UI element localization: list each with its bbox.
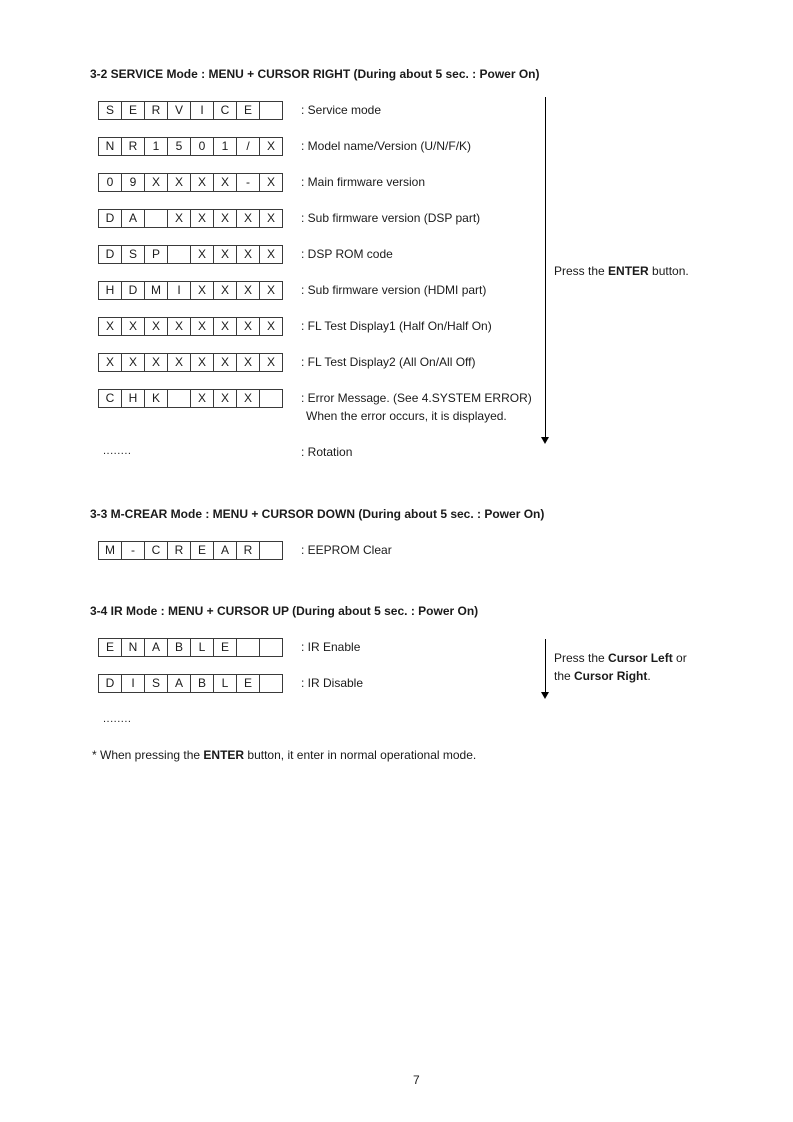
display-cell: X: [167, 209, 191, 228]
display-cell: X: [213, 389, 237, 408]
display-row-label: : FL Test Display1 (Half On/Half On): [301, 319, 492, 333]
display-row-label: : Error Message. (See 4.SYSTEM ERROR): [301, 391, 532, 405]
display-cell: E: [213, 638, 237, 657]
display-cell: X: [259, 281, 283, 300]
display-cell: X: [190, 317, 214, 336]
service-flow-arrow-icon: [541, 437, 549, 444]
display-cell: X: [259, 209, 283, 228]
display-cell: X: [259, 317, 283, 336]
ir-flow-line: [545, 639, 546, 692]
display-row-label: : IR Disable: [301, 676, 364, 690]
display-cell: H: [121, 389, 145, 408]
display-cell: X: [144, 317, 168, 336]
display-cell: X: [121, 353, 145, 372]
display-cell: C: [144, 541, 168, 560]
display-cells: [98, 317, 283, 336]
footnote: * When pressing the ENTER button, it enter in normal operational mode.: [92, 748, 477, 762]
display-cell: X: [190, 173, 214, 192]
display-row-label: : EEPROM Clear: [301, 543, 392, 557]
display-cell: [259, 101, 283, 120]
display-cell: X: [167, 317, 191, 336]
display-cell: X: [190, 353, 214, 372]
display-cell: X: [236, 389, 260, 408]
display-cell: C: [98, 389, 122, 408]
display-cell: X: [190, 389, 214, 408]
display-cell: E: [190, 541, 214, 560]
display-cell: 1: [144, 137, 168, 156]
display-cell: 5: [167, 137, 191, 156]
ir-dots: ........: [103, 713, 132, 725]
display-cell: X: [236, 353, 260, 372]
display-cells: [98, 209, 283, 228]
display-cell: X: [213, 281, 237, 300]
page-number: 7: [413, 1073, 420, 1087]
display-cell: R: [236, 541, 260, 560]
display-cells: [98, 353, 283, 372]
display-cell: X: [213, 245, 237, 264]
display-cell: 9: [121, 173, 145, 192]
display-cell: M: [98, 541, 122, 560]
section-heading-ir: 3-4 IR Mode : MENU + CURSOR UP (During about 5 sec. : Power On): [90, 604, 479, 618]
section-heading-mclear: 3-3 M-CREAR Mode : MENU + CURSOR DOWN (During about 5 sec. : Power On): [90, 507, 545, 521]
display-cell: A: [144, 638, 168, 657]
display-cell: N: [121, 638, 145, 657]
display-cell: X: [98, 317, 122, 336]
display-cell: R: [167, 541, 191, 560]
display-cell: A: [121, 209, 145, 228]
section-heading-service: 3-2 SERVICE Mode : MENU + CURSOR RIGHT (During about 5 sec. : Power On): [90, 67, 540, 81]
display-cell: X: [167, 353, 191, 372]
display-cell: /: [236, 137, 260, 156]
display-cell: X: [121, 317, 145, 336]
display-cells: [98, 674, 283, 693]
display-cell: X: [144, 353, 168, 372]
display-cell: 1: [213, 137, 237, 156]
rotation-label: : Rotation: [301, 445, 353, 459]
display-cell: M: [144, 281, 168, 300]
display-row-label: : Model name/Version (U/N/F/K): [301, 139, 472, 153]
display-cell: E: [236, 674, 260, 693]
display-cell: X: [236, 317, 260, 336]
display-row-label-detail: When the error occurs, it is displayed.: [306, 409, 507, 423]
display-cell: [236, 638, 260, 657]
display-cell: S: [144, 674, 168, 693]
display-cell: X: [213, 209, 237, 228]
display-cell: [259, 638, 283, 657]
display-cell: [167, 245, 191, 264]
display-cells: [98, 541, 283, 560]
display-cell: B: [167, 638, 191, 657]
display-cell: [259, 389, 283, 408]
display-cell: V: [167, 101, 191, 120]
display-cell: X: [236, 245, 260, 264]
display-cell: E: [236, 101, 260, 120]
display-cell: [259, 674, 283, 693]
display-cell: D: [98, 674, 122, 693]
display-cell: X: [213, 173, 237, 192]
display-cells: [98, 137, 283, 156]
display-cell: S: [121, 245, 145, 264]
display-cell: -: [121, 541, 145, 560]
display-cells: [98, 101, 283, 120]
display-cell: R: [144, 101, 168, 120]
display-cell: X: [259, 173, 283, 192]
display-cell: N: [98, 137, 122, 156]
display-row-label: : Sub firmware version (HDMI part): [301, 283, 487, 297]
display-cell: D: [121, 281, 145, 300]
ir-cursor-note: Press the Cursor Left or the Cursor Right.: [554, 651, 687, 683]
display-cell: X: [190, 245, 214, 264]
display-cell: X: [259, 353, 283, 372]
display-cell: R: [121, 137, 145, 156]
display-cell: [259, 541, 283, 560]
rotation-dots: ........: [103, 445, 132, 457]
display-cells: [98, 173, 283, 192]
ir-flow-arrow-icon: [541, 692, 549, 699]
display-cell: I: [167, 281, 191, 300]
display-cell: I: [121, 674, 145, 693]
display-cell: X: [98, 353, 122, 372]
display-cell: B: [190, 674, 214, 693]
display-row-label: : Service mode: [301, 103, 382, 117]
service-enter-note: Press the ENTER button.: [554, 264, 689, 278]
display-cell: E: [121, 101, 145, 120]
display-row-label: : DSP ROM code: [301, 247, 393, 261]
display-cell: [144, 209, 168, 228]
display-cells: [98, 245, 283, 264]
display-cell: S: [98, 101, 122, 120]
display-cell: C: [213, 101, 237, 120]
display-cell: X: [190, 209, 214, 228]
display-cell: X: [259, 245, 283, 264]
display-cells: [98, 389, 283, 408]
display-cell: A: [167, 674, 191, 693]
display-cells: [98, 281, 283, 300]
display-cell: X: [236, 281, 260, 300]
display-row-label: : FL Test Display2 (All On/All Off): [301, 355, 476, 369]
display-cell: X: [213, 353, 237, 372]
display-cell: P: [144, 245, 168, 264]
display-row-label: : Main firmware version: [301, 175, 426, 189]
display-cells: [98, 638, 283, 657]
display-cell: X: [259, 137, 283, 156]
display-cell: X: [236, 209, 260, 228]
display-cell: -: [236, 173, 260, 192]
display-cell: I: [190, 101, 214, 120]
display-cell: L: [213, 674, 237, 693]
display-cell: H: [98, 281, 122, 300]
display-cell: X: [213, 317, 237, 336]
display-cell: X: [167, 173, 191, 192]
display-cell: D: [98, 209, 122, 228]
display-cell: X: [190, 281, 214, 300]
display-cell: E: [98, 638, 122, 657]
service-flow-line: [545, 97, 546, 437]
display-cell: D: [98, 245, 122, 264]
display-cell: L: [190, 638, 214, 657]
display-cell: 0: [98, 173, 122, 192]
display-cell: X: [144, 173, 168, 192]
display-row-label: : IR Enable: [301, 640, 361, 654]
display-cell: K: [144, 389, 168, 408]
display-cell: [167, 389, 191, 408]
display-cell: 0: [190, 137, 214, 156]
display-row-label: : Sub firmware version (DSP part): [301, 211, 481, 225]
display-cell: A: [213, 541, 237, 560]
